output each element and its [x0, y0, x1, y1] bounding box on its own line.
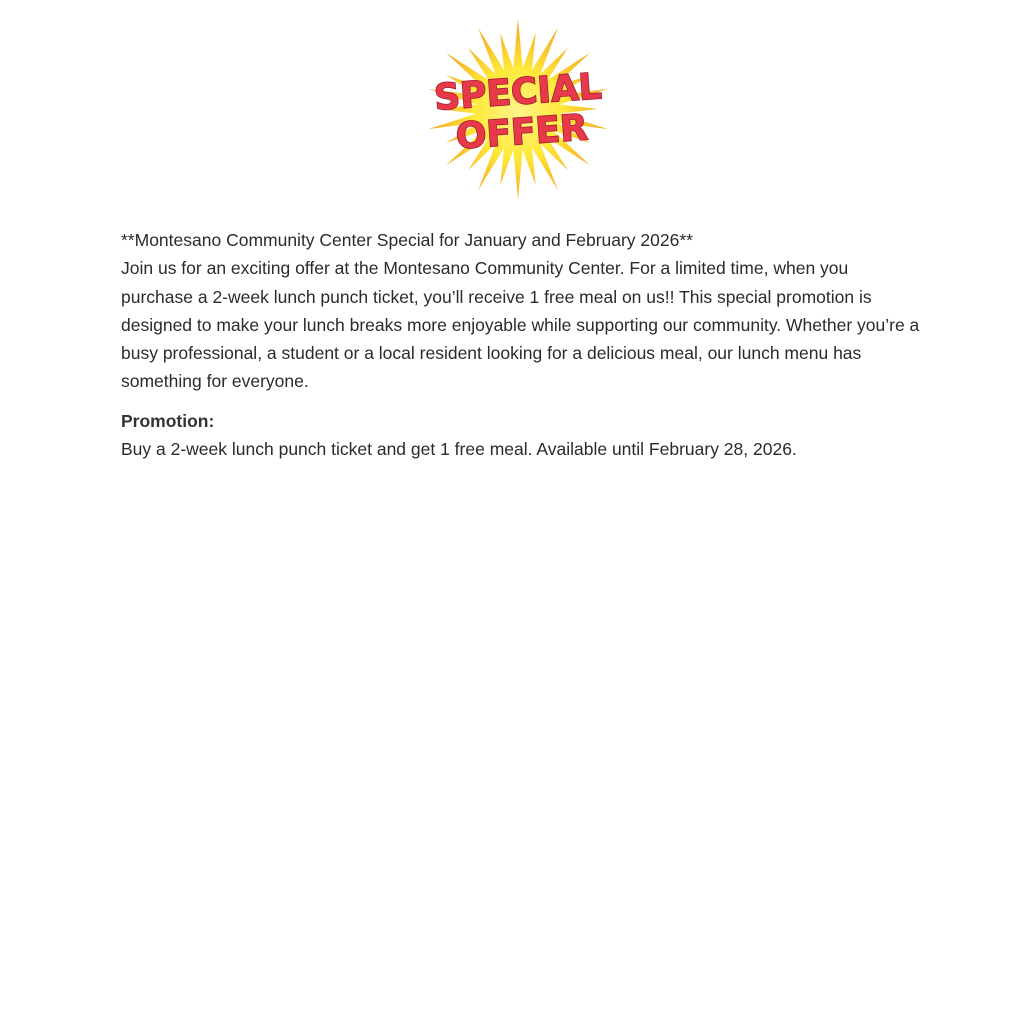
promotion-text: Buy a 2-week lunch punch ticket and get 1 free meal. Available until February 28, 2026.: [121, 439, 797, 460]
starburst-icon: [418, 14, 618, 204]
article-paragraph: Join us for an exciting offer at the Montesano Community Center. For a limited time, when you purchase a 2-week lunch punch ticket, you’ll receive 1 free meal on us!! This special promotion is designed to make your lunch breaks more enjoyable while supporting our community. Whether you’re a busy professional, a student or a local resident looking for a delicious meal, our lunch menu has something for everyone.: [121, 258, 920, 392]
special-offer-logo: [418, 14, 618, 204]
article-body: [121, 226, 921, 463]
logo-text-offer: OFFER: [454, 107, 590, 158]
article-title: **Montesano Community Center Special for January and February 2026**: [121, 230, 693, 250]
promotion-heading: Promotion:: [121, 410, 215, 431]
logo-text-special: SPECIAL: [432, 66, 603, 119]
